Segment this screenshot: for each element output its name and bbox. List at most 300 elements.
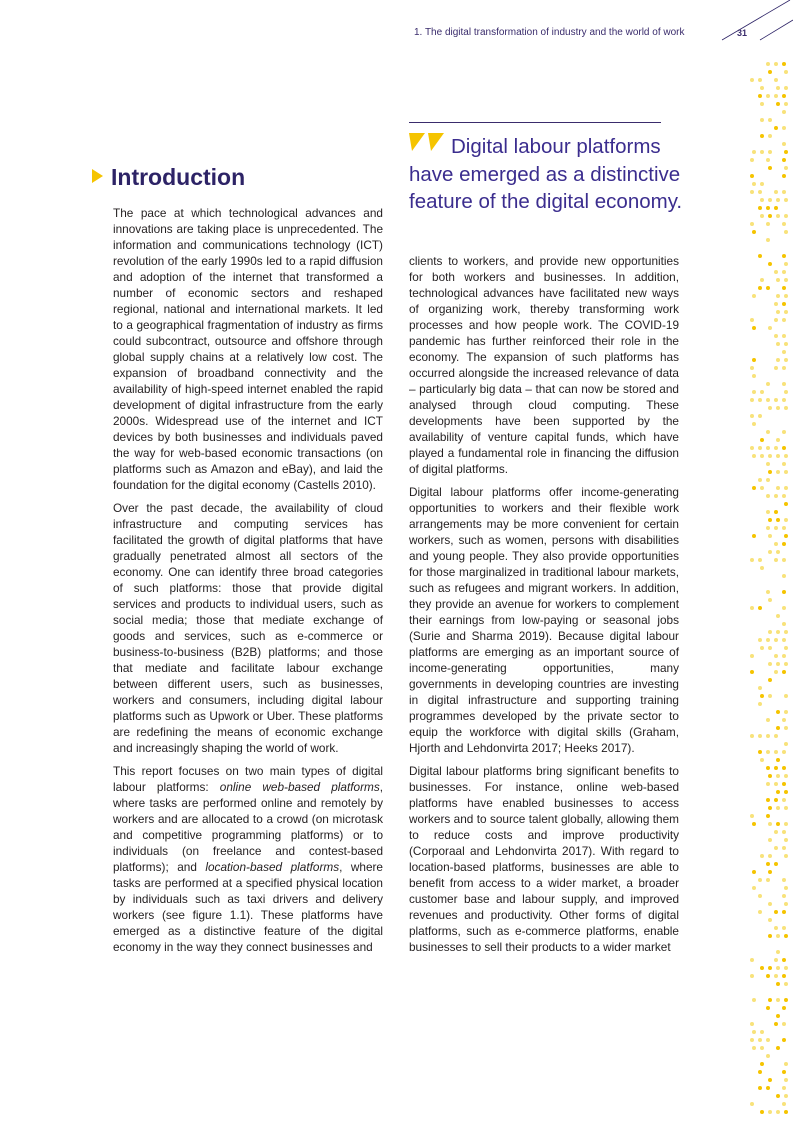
decorative-dot [750,1102,754,1106]
decorative-dot [760,182,764,186]
decorative-dot [768,166,772,170]
decorative-dot [752,1046,756,1050]
left-paragraph-3-part-a: This report focuses on two main types of digital labour platforms: [113,764,383,794]
decorative-dot [784,886,788,890]
decorative-dot [750,814,754,818]
decorative-dot [784,694,788,698]
decorative-dot [752,326,756,330]
decorative-dot [768,966,772,970]
decorative-dot [776,1046,780,1050]
decorative-dot [766,734,770,738]
decorative-dot [774,62,778,66]
decorative-dot [766,446,770,450]
decorative-dot [760,86,764,90]
decorative-dot [774,910,778,914]
decorative-dot [784,502,788,506]
decorative-dot [776,294,780,298]
decorative-dot [782,446,786,450]
decorative-dot [750,78,754,82]
decorative-dot [784,710,788,714]
decorative-dot [784,1110,788,1114]
decorative-dot [784,838,788,842]
pull-quote [409,133,699,216]
decorative-dot [768,406,772,410]
decorative-dot [784,966,788,970]
decorative-dot [774,334,778,338]
decorative-dot [782,894,786,898]
decorative-dot [774,126,778,130]
decorative-dot [774,318,778,322]
decorative-dot [768,550,772,554]
decorative-dot [774,542,778,546]
decorative-dot [782,94,786,98]
decorative-dot [784,102,788,106]
decorative-dot [774,846,778,850]
decorative-dot [782,654,786,658]
decorative-dot [768,662,772,666]
decorative-dot [758,894,762,898]
decorative-dot [768,198,772,202]
decorative-dot [758,94,762,98]
decorative-dot [768,454,772,458]
decorative-dot [750,158,754,162]
decorative-dot [752,822,756,826]
decorative-dot [758,878,762,882]
decorative-dot [752,998,756,1002]
decorative-dot [760,438,764,442]
decorative-dot [768,630,772,634]
decorative-dot [760,134,764,138]
decorative-dot [760,854,764,858]
decorative-dot [766,718,770,722]
decorative-dot [782,62,786,66]
decorative-dot [774,446,778,450]
decorative-dot [784,630,788,634]
decorative-dot [774,494,778,498]
decorative-dot [782,174,786,178]
decorative-dot [776,1014,780,1018]
decorative-dot [774,510,778,514]
decorative-dot [782,798,786,802]
decorative-dot [776,774,780,778]
decorative-dot [760,214,764,218]
decorative-dot [776,822,780,826]
decorative-dot [776,630,780,634]
decorative-dot [768,214,772,218]
decorative-dot [782,622,786,626]
decorative-dot [776,726,780,730]
decorative-dot [774,670,778,674]
decorative-dot [774,302,778,306]
decorative-dot [760,1030,764,1034]
decorative-dot [782,750,786,754]
decorative-dot [774,270,778,274]
decorative-dot [766,382,770,386]
decorative-dot [768,998,772,1002]
decorative-dot [768,902,772,906]
decorative-dot [768,70,772,74]
decorative-dot [750,318,754,322]
decorative-dot [758,1086,762,1090]
decorative-dot [784,902,788,906]
decorative-dot [758,78,762,82]
decorative-dot [784,454,788,458]
decorative-dot [784,726,788,730]
decorative-dot [774,766,778,770]
decorative-dot [768,822,772,826]
decorative-dot [766,398,770,402]
decorative-dot [766,430,770,434]
decorative-dot [760,486,764,490]
decorative-dot [784,278,788,282]
decorative-dot [782,334,786,338]
left-paragraph-1: The pace at which technological advances and innovations are taking place is unprecedented. The information and communications technology (ICT) revolution of the early 1990s led to a rapid diffusion and adoption of the internet that transformed a number of economic sectors and reshaped regional, national and international markets. It led to a geographical fragmentation of industry as firms could subcontract, outsource and offshore through global supply chains at a relatively low cost. The expansion of broadband connectivity and the availability of high-speed internet enabled the rapid development of digital infrastructure from the early 2000s. Widespread use of the internet and ICT devices by both businesses and individuals paved the way for web-based economic transactions (on platforms such as Amazon and eBay), and laid the foundation for the digital economy (Castells 2010). [113,206,383,492]
decorative-dot [750,670,754,674]
decorative-dot [782,670,786,674]
decorative-dot [774,974,778,978]
decorative-dot [782,910,786,914]
decorative-dot [782,302,786,306]
decorative-dot [774,638,778,642]
decorative-dot [774,862,778,866]
decorative-dot [752,534,756,538]
decorative-dot [784,822,788,826]
decorative-dot [768,150,772,154]
decorative-dot [782,558,786,562]
decorative-dot [758,686,762,690]
decorative-dot [758,286,762,290]
decorative-dot [776,102,780,106]
decorative-dot [766,798,770,802]
decorative-dot [758,750,762,754]
left-paragraph-2: Over the past decade, the availability of cloud infrastructure and computing services has facilitated the growth of digital platforms that have gradually penetrated almost all sectors of the economy. One can identify three broad categories of such platforms: those that provide digital services and products to individual users, such as social media; those that mediate exchange of goods and services, such as e-commerce or business-to-business (B2B) platforms; and those that mediate and facilitate labour exchange between different users, such as businesses, workers and consumers, including digital labour platforms such as Upwork or Uber. These platforms are redefining the means of economic exchange and increasingly shaping the world of work. [113,501,383,755]
decorative-dot [768,854,772,858]
decorative-dot [768,646,772,650]
decorative-dot [774,750,778,754]
decorative-dot [766,494,770,498]
decorative-dot [784,1078,788,1082]
decorative-dot [782,846,786,850]
decorative-dot [758,446,762,450]
decorative-dot [766,766,770,770]
decorative-dot [782,494,786,498]
decorative-dot [766,286,770,290]
decorative-dot [766,222,770,226]
decorative-dot [782,782,786,786]
decorative-dot [774,958,778,962]
decorative-dot [782,638,786,642]
decorative-dot [782,318,786,322]
decorative-dot [784,70,788,74]
decorative-dot [774,798,778,802]
decorative-dot [768,134,772,138]
decorative-dot [782,526,786,530]
decorative-dot [760,966,764,970]
decorative-dot [776,358,780,362]
decorative-dot [782,542,786,546]
decorative-dot [776,310,780,314]
decorative-dot [758,558,762,562]
decorative-dot [766,782,770,786]
right-paragraph-2: Digital labour platforms offer income-generating opportunities to workers and their flexible work arrangements may be more convenient for certain workers, such as women, persons with disabilities and young people. They also provide opportunities for those marginalized in traditional labour markets, such as refugees and migrant workers. In addition, they provide an avenue for workers to complement their earnings from low-paying or seasonal jobs (Surie and Sharma 2019). Because digital labour platforms are emerging as an important source of income-generating opportunities, many governments in developing countries are investing in digital infrastructure and supporting training programmes developed by the private sector to equip the workforce with digital skills (Graham, Hjorth and Lehdonvirta 2017; Heeks 2017). [409,485,679,755]
decorative-dot [776,790,780,794]
section-heading-text: Introduction [111,164,246,190]
decorative-dot [782,606,786,610]
decorative-dot [774,526,778,530]
decorative-dot [774,398,778,402]
decorative-dot [784,198,788,202]
decorative-dot [776,710,780,714]
decorative-dot [784,662,788,666]
decorative-dot [784,854,788,858]
decorative-dot [782,1102,786,1106]
decorative-dot [760,390,764,394]
decorative-dot [776,486,780,490]
decorative-dot [782,142,786,146]
decorative-dot [760,198,764,202]
decorative-dot [784,806,788,810]
decorative-dot [784,1062,788,1066]
decorative-dot [766,158,770,162]
decorative-dot [776,86,780,90]
decorative-dot [774,926,778,930]
decorative-dot [782,254,786,258]
decorative-dot [776,998,780,1002]
decorative-dot [750,558,754,562]
decorative-dot [760,1046,764,1050]
decorative-dot [758,606,762,610]
decorative-dot [758,734,762,738]
decorative-dot [760,118,764,122]
heading-arrow-icon [92,169,103,183]
decorative-dot [776,758,780,762]
decorative-dot [784,294,788,298]
decorative-dot [750,1022,754,1026]
decorative-dot [750,366,754,370]
decorative-dot [768,534,772,538]
decorative-dot [782,830,786,834]
decorative-dot [768,1078,772,1082]
decorative-dot [784,406,788,410]
decorative-dot [782,766,786,770]
term-online-web-based-platforms: online web-based platforms [219,780,380,794]
decorative-dot [760,150,764,154]
decorative-dot [766,878,770,882]
decorative-dot [752,374,756,378]
decorative-dot [776,406,780,410]
decorative-dot [784,742,788,746]
decorative-dot [784,230,788,234]
decorative-dot [760,694,764,698]
decorative-dot [776,454,780,458]
decorative-dot [784,358,788,362]
decorative-dot [776,1094,780,1098]
decorative-dot [766,1086,770,1090]
decorative-dot [784,86,788,90]
left-paragraph-3-part-b: , where tasks are performed online and remotely by workers and are allocated to a crowd (on microtask and competitive programming platforms) or to individuals (on freelance and contest-based platforms); and [113,780,383,874]
page-number: 31 [737,28,748,38]
decorative-dot [776,438,780,442]
decorative-dot [758,414,762,418]
decorative-dot [760,454,764,458]
decorative-dot [776,198,780,202]
decorative-dot [750,190,754,194]
decorative-dot [782,366,786,370]
decorative-dot [774,190,778,194]
decorative-dot [782,398,786,402]
decorative-dot [768,918,772,922]
decorative-dot [758,702,762,706]
decorative-dot [750,958,754,962]
decorative-dot [782,462,786,466]
decorative-dot [782,110,786,114]
decorative-dot [766,462,770,466]
decorative-dot [782,590,786,594]
left-column [113,205,383,962]
decorative-dot [766,94,770,98]
decorative-dot [782,1006,786,1010]
decorative-dot [766,974,770,978]
right-paragraph-1: clients to workers, and provide new opportunities for both workers and businesses. In addition, technological advances have facilitated new ways of organizing work, thereby transforming work processes and how people work. The COVID-19 pandemic has further reinforced their role in the economy. The expansion of such platforms has occurred alongside the increased relevance of data – particularly big data – that can now be stored and analysed through cloud computing. These developments have been supported by the availability of venture capital funds, which have played a fundamental role in financing the diffusion of digital platforms. [409,254,679,476]
decorative-dot [752,358,756,362]
decorative-dot [776,278,780,282]
decorative-dot [782,430,786,434]
decorative-dot [766,62,770,66]
decorative-dot [776,934,780,938]
decorative-dot [776,966,780,970]
decorative-dot [782,126,786,130]
decorative-dot [784,342,788,346]
running-header-title: 1. The digital transformation of industry and the world of work [414,27,685,38]
decorative-dot [784,214,788,218]
decorative-dot [782,158,786,162]
decorative-dot [750,398,754,402]
decorative-dot [760,646,764,650]
decorative-dot [776,950,780,954]
decorative-dot [766,862,770,866]
decorative-dot [750,734,754,738]
decorative-dot [752,182,756,186]
decorative-dot [750,1038,754,1042]
decorative-dot [760,278,764,282]
decorative-dot [766,510,770,514]
decorative-dot [776,518,780,522]
decorative-dot [750,446,754,450]
decorative-dot [760,758,764,762]
decorative-dot [766,526,770,530]
decorative-dot [768,118,772,122]
decorative-dot [774,206,778,210]
right-paragraph-3: Digital labour platforms bring significant benefits to businesses. For instance, online web-based platforms have enabled businesses to access workers and to source talent globally, allowing them to reduce costs and improve productivity (Corporaal and Lehdonvirta 2017). With regard to location-based platforms, businesses are able to benefit from access to a wider market, a broader customer base and labour supply, and improved revenues and productivity. Other forms of digital platforms, such as e-commerce platforms, enable businesses to sell their products to a wider market [409,764,679,954]
decorative-dot [768,1110,772,1114]
left-paragraph-3 [113,763,383,955]
decorative-dot [782,878,786,882]
decorative-dot [760,102,764,106]
decorative-dot [758,254,762,258]
decorative-dot [782,958,786,962]
decorative-dot [784,534,788,538]
decorative-dot [782,222,786,226]
decorative-dot [776,214,780,218]
right-column [409,253,679,962]
decorative-dot [752,870,756,874]
decorative-dot [760,566,764,570]
decorative-dot [782,190,786,194]
decorative-dot [774,366,778,370]
decorative-dot [784,998,788,1002]
decorative-dot [752,294,756,298]
decorative-dot [766,1006,770,1010]
decorative-dot [758,1038,762,1042]
decorative-dot [766,750,770,754]
decorative-dot [774,830,778,834]
decorative-dot [784,982,788,986]
decorative-dot [768,934,772,938]
decorative-dot-pattern [748,60,793,1122]
decorative-dot [782,286,786,290]
decorative-dot [758,910,762,914]
decorative-dot [766,590,770,594]
decorative-dot [758,190,762,194]
decorative-dot [784,390,788,394]
decorative-dot [758,398,762,402]
decorative-dot [766,638,770,642]
decorative-dot [766,238,770,242]
decorative-dot [782,974,786,978]
decorative-dot [768,470,772,474]
decorative-dot [784,310,788,314]
decorative-dot [758,206,762,210]
decorative-dot [776,342,780,346]
decorative-dot [784,934,788,938]
decorative-dot [782,718,786,722]
decorative-dot [774,558,778,562]
decorative-dot [758,478,762,482]
decorative-dot [776,470,780,474]
decorative-dot [782,1022,786,1026]
decorative-dot [776,550,780,554]
decorative-dot [752,454,756,458]
decorative-dot [758,1070,762,1074]
decorative-dot [768,262,772,266]
decorative-dot [766,814,770,818]
decorative-dot [776,614,780,618]
decorative-dot [768,870,772,874]
decorative-dot [766,478,770,482]
decorative-dot [784,262,788,266]
decorative-dot [782,1038,786,1042]
decorative-dot [768,694,772,698]
decorative-dot [784,790,788,794]
decorative-dot [752,1030,756,1034]
decorative-dot [768,518,772,522]
decorative-dot [782,382,786,386]
decorative-dot [784,774,788,778]
decorative-dot [768,326,772,330]
decorative-dot [774,782,778,786]
decorative-dot [752,886,756,890]
decorative-dot [768,678,772,682]
decorative-dot [768,806,772,810]
decorative-dot [752,230,756,234]
decorative-dot [776,982,780,986]
left-paragraph-3-part-c: , where tasks are performed at a specified physical location by individuals such as taxi drivers and delivery workers (see figure 1.1). These platforms have emerged as a distinctive feature of the digital economy in the way they connect businesses and [113,860,383,954]
decorative-dot [776,806,780,810]
decorative-dot [784,150,788,154]
decorative-dot [750,222,754,226]
decorative-dot [758,638,762,642]
decorative-dot [784,486,788,490]
